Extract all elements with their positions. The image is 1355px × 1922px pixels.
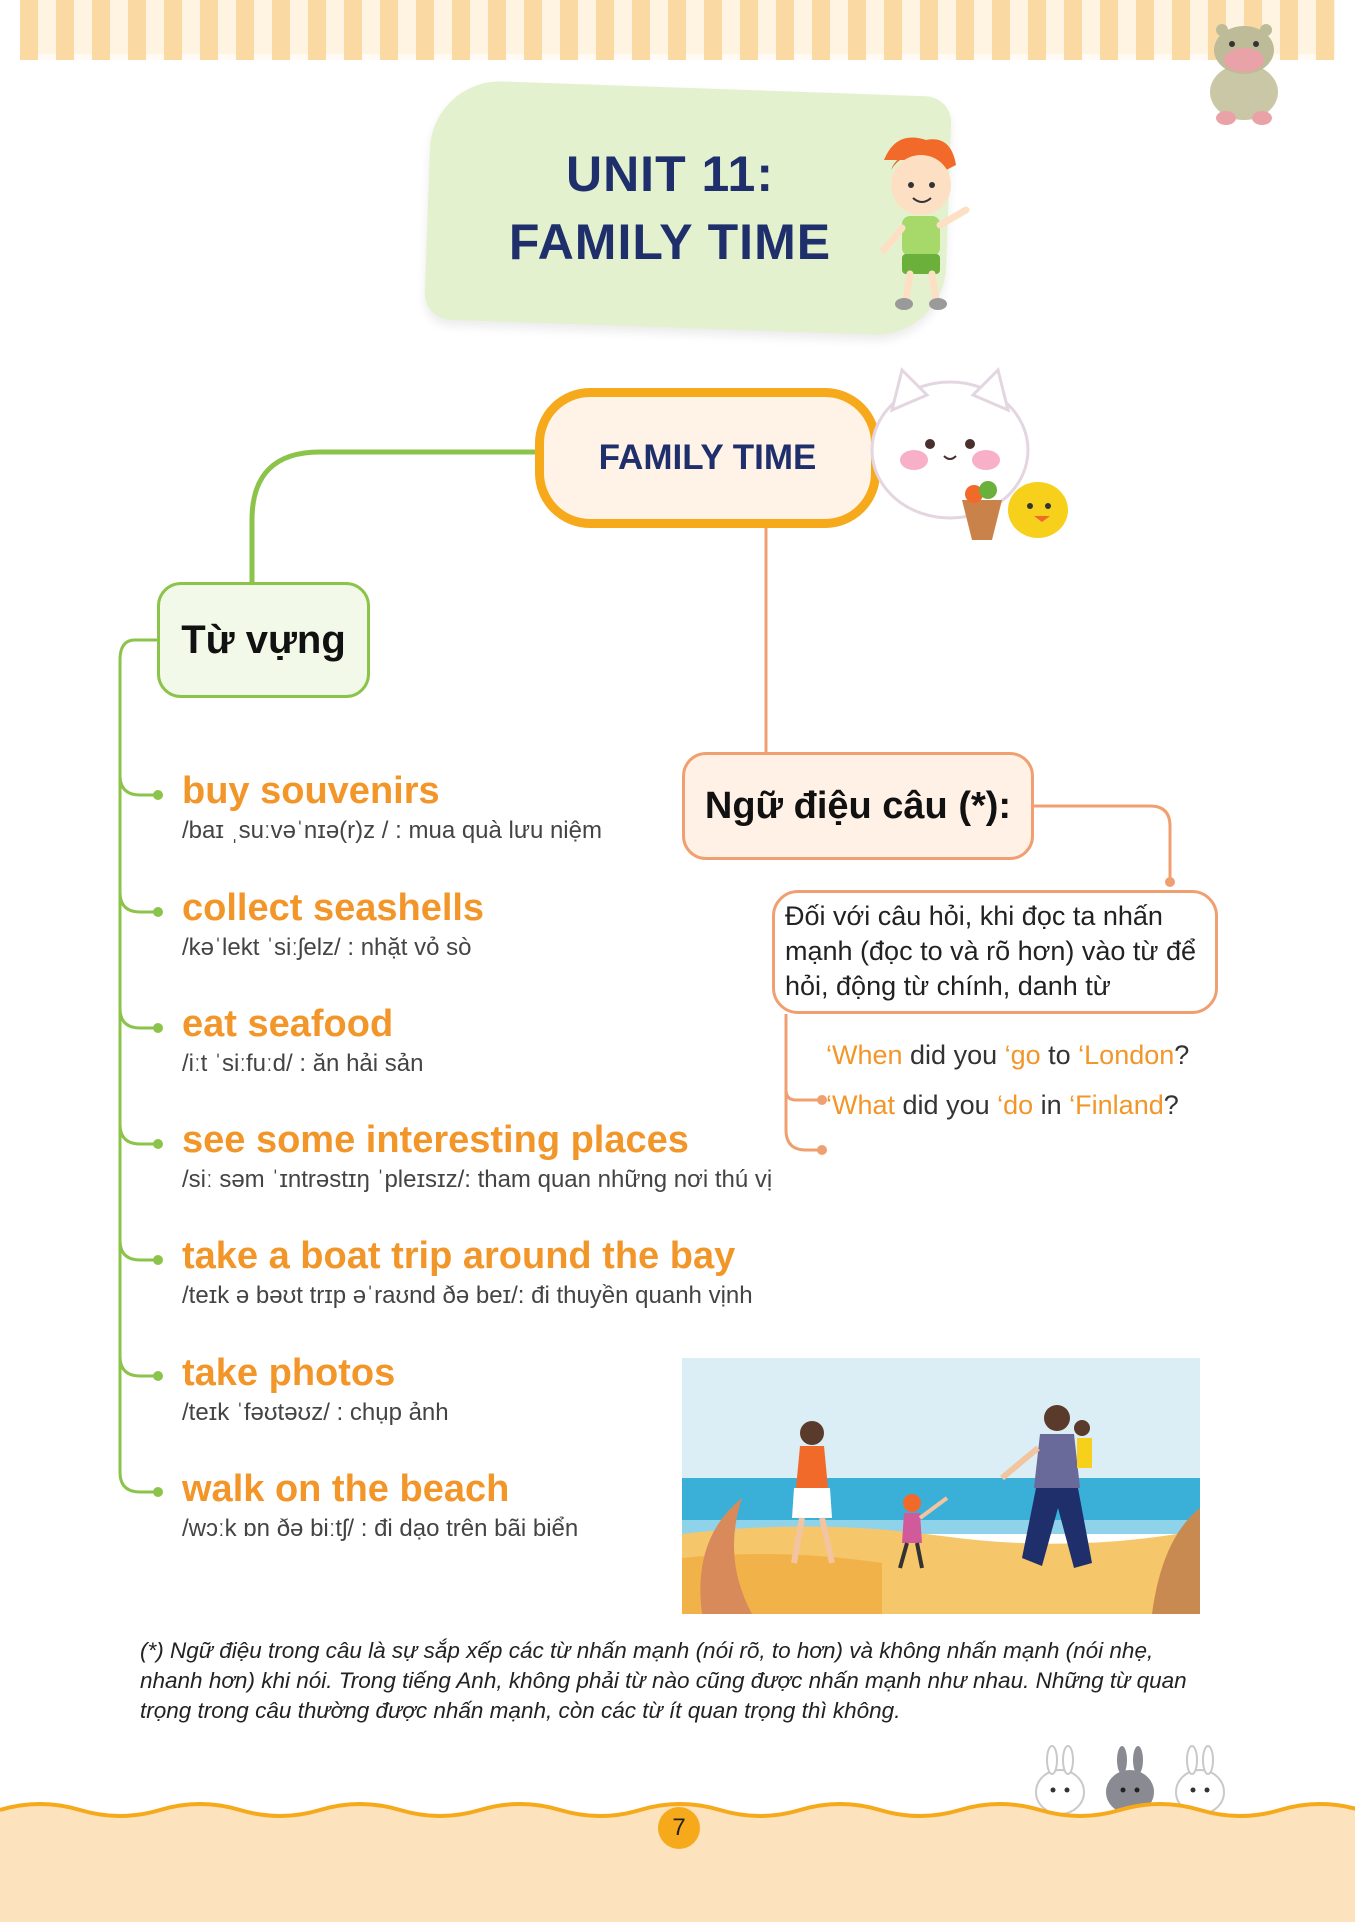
vocabulary-heading: Từ vựng xyxy=(181,618,346,662)
example-sentence-1 xyxy=(826,1038,1189,1072)
vocabulary-word: take photos xyxy=(182,1352,396,1394)
vocabulary-item xyxy=(182,1117,772,1197)
vocabulary-word: eat seafood xyxy=(182,1003,394,1045)
vocabulary-pronunciation: /baɪ ˌsuːvəˈnɪə(r)z / : mua quà lưu niệm xyxy=(182,817,602,844)
example-part: ‘London xyxy=(1078,1040,1175,1070)
mindmap-center-label: FAMILY TIME xyxy=(598,438,817,477)
intonation-note: Đối với câu hỏi, khi đọc ta nhấn mạnh (đọc to và rõ hơn) vào từ để hỏi, động từ chính, danh từ xyxy=(785,901,1196,1001)
title-line-1: UNIT 11: xyxy=(565,146,775,202)
vocabulary-word: walk on the beach xyxy=(182,1468,510,1510)
vocabulary-pronunciation: /teɪk ˈfəʊtəʊz/ : chụp ảnh xyxy=(182,1399,449,1426)
intonation-note-box xyxy=(772,890,1218,1014)
example-part: did you xyxy=(895,1090,998,1120)
vocabulary-item xyxy=(182,1350,449,1430)
example-part: ‘go xyxy=(1004,1040,1041,1070)
vocabulary-item xyxy=(182,1466,578,1546)
family-beach-illustration xyxy=(682,1358,1200,1614)
footnote: (*) Ngữ điệu trong câu là sự sắp xếp các từ nhấn mạnh (nói rõ, to hơn) và không nhấn mạnh (nói nhẹ, nhanh hơn) khi nói. Trong tiếng Anh, không phải từ nào cũng được nhấn mạnh như nhau. Những từ quan trọng trong câu thường được nhấn mạnh, còn các từ ít quan trọng thì không. xyxy=(140,1638,1187,1723)
page-number: 7 xyxy=(658,1807,700,1849)
vocabulary-word: collect seashells xyxy=(182,887,485,929)
example-part: ‘Finland xyxy=(1069,1090,1164,1120)
example-part: ? xyxy=(1174,1040,1190,1070)
example-part: ‘When xyxy=(826,1040,903,1070)
example-sentence-2 xyxy=(826,1088,1179,1122)
vocabulary-item xyxy=(182,885,484,965)
vocabulary-pronunciation: /iːt ˈsiːfuːd/ : ăn hải sản xyxy=(182,1050,424,1077)
vocabulary-item xyxy=(182,768,602,848)
cat-mascot-icon xyxy=(862,360,1076,560)
vocabulary-word: see some interesting places xyxy=(182,1119,689,1161)
vocabulary-item xyxy=(182,1001,423,1081)
vocabulary-pronunciation: /teɪk ə bəʊt trɪp əˈraʊnd ðə beɪ/: đi thuyền quanh vịnh xyxy=(182,1282,753,1309)
example-part: to xyxy=(1040,1040,1079,1070)
title-line-2: FAMILY TIME xyxy=(508,214,832,270)
intonation-heading-node xyxy=(682,752,1034,860)
mindmap-center-node xyxy=(535,388,880,528)
vocabulary-word: buy souvenirs xyxy=(182,770,440,812)
example-part: ‘What xyxy=(826,1090,896,1120)
example-part: in xyxy=(1033,1090,1070,1120)
vocabulary-heading-node xyxy=(157,582,370,698)
intonation-heading: Ngữ điệu câu (*): xyxy=(704,785,1012,827)
vocabulary-item xyxy=(182,1233,753,1313)
example-part: ‘do xyxy=(997,1090,1034,1120)
vocabulary-pronunciation: /kəˈlekt ˈsiːʃelz/ : nhặt vỏ sò xyxy=(182,934,472,961)
vocabulary-word: take a boat trip around the bay xyxy=(182,1235,736,1277)
vocabulary-pronunciation: /siː səm ˈɪntrəstɪŋ ˈpleɪsɪz/: tham quan những nơi thú vị xyxy=(182,1166,773,1193)
example-part: did you xyxy=(902,1040,1005,1070)
vocabulary-pronunciation: /wɔːk ɒn ðə biːtʃ/ : đi dạo trên bãi biển xyxy=(182,1515,579,1542)
example-part: ? xyxy=(1163,1090,1179,1120)
